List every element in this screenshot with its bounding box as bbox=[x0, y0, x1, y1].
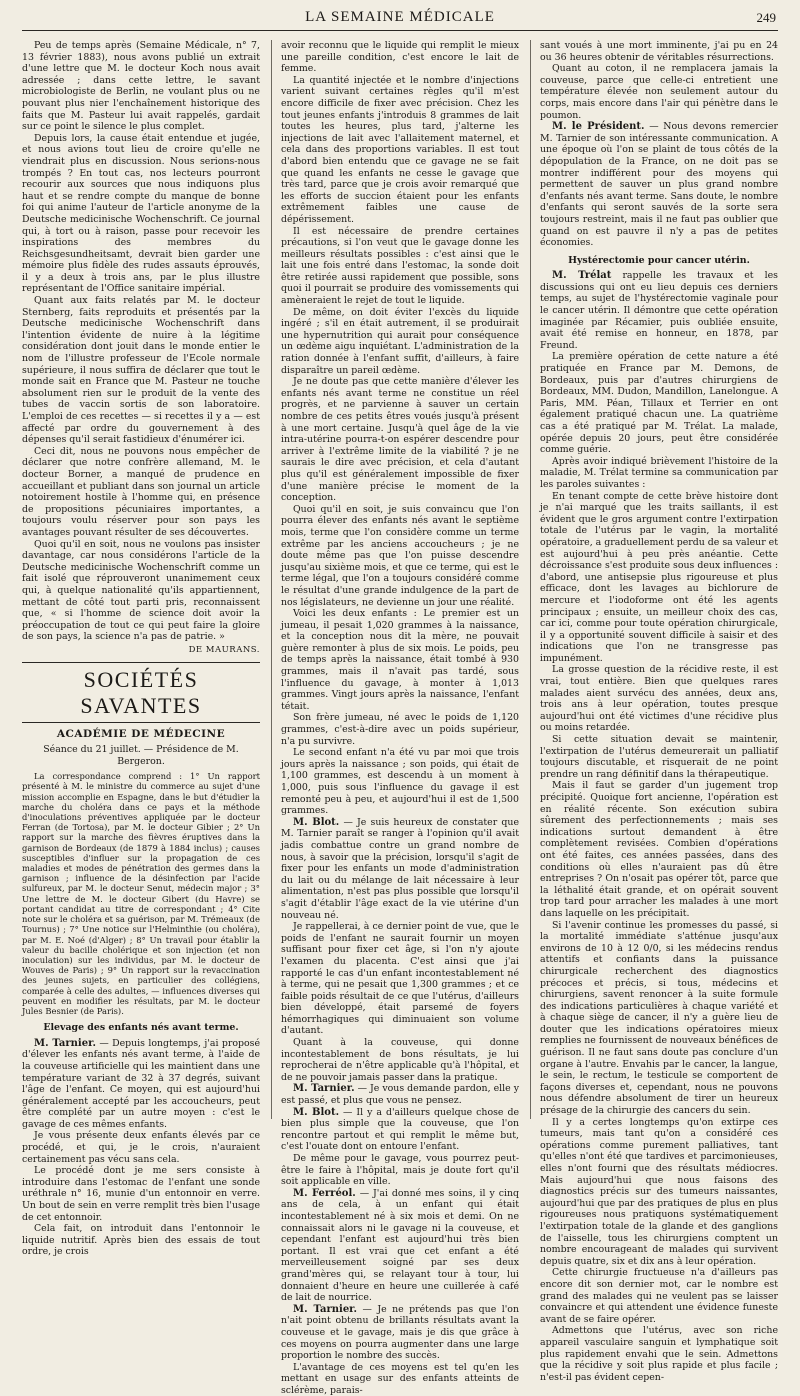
paragraph: Je vous présente deux enfants élevés par ce procédé, et qui, je le crois, n'auraient certainement pas vécu sans cela. bbox=[22, 1130, 260, 1165]
correspondance-paragraph: La correspondance comprend : 1° Un rapport présenté à M. le ministre du commerce au sujet d'une mission accomplie en Espagne, dans le but d'étudier la marche du choléra dans ce pays et la méthode d'inoculations préventives appliquée par le docteur Ferran (de Tortosa), par M. le docteur Gibier ; 2° Un rapport sur la marche des fièvres éruptives dans la garnison de Bordeaux (de 1879 à 1884 inclus) ; causes susceptibles d'influer sur la propagation de ces maladies et modes de pénétration des germes dans la garnison ; influence de la désinfection par l'acide sulfureux, par M. le docteur Senut, médecin major ; 3° Une lettre de M. le docteur Gibert (du Havre) se portant candidat au titre de correspondant ; 4° Cite note sur le choléra et sa guérison, par M. Trémeaux (de Tournus) ; 7° Une notice sur l'Helminthie (ou choléra), par M. E. Noé (d'Alger) ; 8° Un travail pour établir la valeur du bacille cholérique et son injection (et non inoculation) sur les individus, par M. le docteur de Wouves de Paris) ; 9° Un rapport sur la revaccination des jeunes sujets, en particulier des collégiens, comparée à celle des adultes, — influences diverses qui peuvent en modifier les résultats, par M. le docteur Jules Besnier (de Paris). bbox=[22, 771, 260, 1016]
paragraph: Ceci dit, nous ne pouvons nous empêcher de déclarer que notre confrère allemand, M. le docteur Borner, a manqué de prudence en accueillant et publiant dans son journal un article notoirement hostile à l'homme qui, en présence de propositions pécuniaires importantes, a toujours voulu réserver pour son pays les avantages pouvant résulter de ses découvertes. bbox=[22, 445, 260, 538]
paragraph: Cela fait, on introduit dans l'entonnoir le liquide nutritif. Après bien des essais de tout ordre, je crois bbox=[22, 1223, 260, 1258]
paragraph: Depuis lors, la cause était entendue et jugée, et nous avions tout lieu de croire qu'elle ne viendrait plus en discussion. Nous serions-nous trompés ? En tout cas, nos lecteurs pourront recourir aux sources que nous indiquons plus haut et se rendre compte du manque de bonne foi qui anime l'auteur de l'article anonyme de la Deutsche medicinische Wochenschrift. Ce journal qui, à tort ou à raison, passe pour recevoir les inspirations des membres du Reichsgesundheitsamt, devrait bien garder une mémoire plus fidèle des rudes assauts éprouvés, il y a deux à trois ans, par le plus illustre représentant de l'Office sanitaire impérial. bbox=[22, 132, 260, 295]
speech-paragraph bbox=[540, 121, 778, 249]
paragraph: Je rappellerai, à ce dernier point de vue, que le poids de l'enfant ne saurait fournir un moyen suffisant pour fixer cet âge, si l'on n'y ajoute l'examen du placenta. C'est ainsi que j'ai rapporté le cas d'un enfant incontestablement né à terme, qui ne pesait que 1,300 grammes ; et ce faible poids résultait de ce que l'utérus, d'ailleurs bien développé, était parsemé de foyers hémorrhagiques qui diminuaient son volume d'autant. bbox=[281, 921, 519, 1037]
elevage-heading: Elevage des enfants nés avant terme. bbox=[43, 1022, 239, 1034]
paragraph: Admettons que l'utérus, avec son riche appareil vasculaire sanguin et lymphatique soit plus rapidement envahi que le sein. Admettons que la récidive y soit plus rapide et plus facile ; n'est-il pas évident cepen- bbox=[540, 1325, 778, 1383]
speech-text: — J'ai donné mes soins, il y cinq ans de cela, à un enfant qui était incontestablement né à six mois et demi. On ne connaissait alors ni le gavage ni la couveuse, et cependant l'enfant est aujourd'hui très bien portant. Il est vrai que cet enfant a été merveilleusement soigné par ses deux grand'mères qui, se relayant tour à tour, lui donnaient d'heure en heure une cuillerée à café de lait de nourrice. bbox=[281, 1187, 519, 1304]
speech-paragraph bbox=[281, 1083, 519, 1106]
column-divider bbox=[271, 40, 272, 1119]
speech-paragraph bbox=[281, 1304, 519, 1362]
section-title: SOCIÉTÉS SAVANTES bbox=[80, 667, 202, 719]
paragraph: Quoi qu'il en soit, nous ne voulons pas insister davantage, car nous considérons l'article de la Deutsche medicinische Wochenschrift comme un fait isolé que réprouveront unanimement ceux qui, à quelque nationalité qu'ils appartiennent, mettant de côté tout parti pris, reconnaissent que, « si l'homme de science doit avoir la préoccupation de tout ce qui peut faire la gloire de son pays, la science n'a pas de patrie. » bbox=[22, 538, 260, 643]
column-divider bbox=[530, 40, 531, 1119]
speech-text: — Nous devons remercier M. Tarnier de son intéressante communication. A une époque où l'on se plaint de tous côtés de la dépopulation de la France, on ne doit pas se montrer indifférent pour des moyens qui permettent de sauver un plus grand nombre d'enfants nés avant terme. Sans doute, le nombre d'enfants qui seront sauvés de la sorte sera toujours restreint, mais il ne faut pas oublier que quand on est pauvre il n'y a pas de petites économies. bbox=[540, 121, 778, 249]
speech-text: — Je suis heureux de constater que M. Tarnier paraît se ranger à l'opinion qu'il avait jadis combattue contre un grand nombre de nous, à savoir que la précision, lorsqu'il s'agit de fixer pour les enfants un mode d'administration du lait ou du mélange de lait nécessaire à leur alimentation, n'est pas plus possible que lorsqu'il s'agit d'établir l'âge exact de la vie utérine d'un nouveau né. bbox=[281, 816, 519, 921]
seance-line: Séance du 21 juillet. — Présidence de M. Bergeron. bbox=[43, 744, 239, 767]
paragraph: Quoi qu'il en soit, je suis convaincu que l'on pourra élever des enfants nés avant le septième mois, terme que l'on considère comme un terme extrême par les anciens accoucheurs ; je ne doute même pas que l'on puisse descendre jusqu'au sixième mois, et que ce terme, qui est le terme légal, que l'on a toujours considéré comme le résultat d'une grande indulgence de la part de nos législateurs, ne devienne un jour une réalité. bbox=[281, 503, 519, 608]
paragraph: Quant à la couveuse, qui donne incontestablement de bons résultats, je lui reprocherai de n'être applicable qu'à l'hôpital, et de ne pouvoir jamais passer dans la pratique. bbox=[281, 1037, 519, 1083]
paragraph: Le procédé dont je me sers consiste à introduire dans l'estomac de l'enfant une sonde uréthrale n° 16, munie d'un entonnoir en verre. Un bout de sein en verre remplit très bien l'usage de cet entonnoir. bbox=[22, 1165, 260, 1223]
paragraph: Son frère jumeau, né avec le poids de 1,120 grammes, c'est-à-dire avec un poids supérieur, n'a pu survivre. bbox=[281, 712, 519, 747]
speaker-name: M. Trélat bbox=[552, 270, 612, 282]
paragraph: La grosse question de la récidive reste, il est vrai, tout entière. Bien que quelques rares malades aient survécu des années, deux ans, trois ans à leur opération, toutes presque aujourd'hui ont été victimes d'une récidive plus ou moins retardée. bbox=[540, 664, 778, 734]
paragraph: Si cette situation devait se maintenir, l'extirpation de l'utérus demeurerait un palliatif toujours discutable, et risquerait de ne point prendre un rang définitif dans la thérapeutique. bbox=[540, 734, 778, 780]
speech-text: — Je vous demande pardon, elle y est passé, et plus que vous ne pensez. bbox=[281, 1083, 519, 1107]
speech-text: — Je ne prétends pas que l'on n'ait point obtenu de brillants résultats avant la couveuse et le gavage, mais je dis que grâce à ces moyens on pourra augmenter dans une large proportion le nombre des succès. bbox=[281, 1303, 519, 1362]
section-rule bbox=[22, 662, 260, 663]
paragraph: Cette chirurgie fructueuse n'a d'ailleurs pas encore dit son dernier mot, car le nombre est grand des malades qui ne veulent pas se laisser convaincre et qui attendent une évidence funeste avant de se faire opérer. bbox=[540, 1267, 778, 1325]
speaker-name: M. Tarnier. bbox=[293, 1083, 355, 1095]
paragraph: Il y a certes longtemps qu'on extirpe ces tumeurs, mais tant qu'on a considéré ces opérations comme purement palliatives, tant qu'elles n'ont été que tardives et parcimonieuses, elles n'ont fourni que des résultats médiocres. Mais aujourd'hui que nous faisons des diagnostics précis sur des tumeurs naissantes, aujourd'hui que par des pratiques de plus en plus rigoureuses nous pratiquons systématiquement l'extirpation totale de la glande et des ganglions de l'aisselle, tous les chirurgiens comptent un nombre encourageant de malades qui survivent depuis quatre, six et dix ans à leur opération. bbox=[540, 1116, 778, 1267]
paragraph: Voici les deux enfants : Le premier est un jumeau, il pesait 1,020 grammes à la naissance, et la conception nous dit la mère, ne pouvait guère remonter à plus de six mois. Le poids, peu de temps après la naissance, était tombé à 930 grammes, mais il n'avait pas tardé, sous l'influence du gavage, à monter à 1,013 grammes. Vingt jours après la naissance, l'enfant tétait. bbox=[281, 608, 519, 712]
hysterectomie-heading: Hystérectomie pour cancer utérin. bbox=[568, 254, 750, 266]
paragraph: Le second enfant n'a été vu par moi que trois jours après la naissance ; son poids, qui était de 1,100 grammes, est descendu à un moment à 1,000, puis sous l'influence du gavage il est remonté peu à peu, et aujourd'hui il est de 1,500 grammes. bbox=[281, 747, 519, 817]
paragraph: La quantité injectée et le nombre d'injections varient suivant certaines règles qu'il m'est encore difficile de fixer avec précision. Chez les tout jeunes enfants j'introduis 8 grammes de lait toutes les heures, plus tard, j'alterne les injections de lait avec l'allaitement maternel, et cela dans des proportions variables. Il est tout d'abord bien entendu que ce gavage ne se fait que quand les enfants ne cesse le gavage que très tard, parce que je crois avoir remarqué que les efforts de succion étaient pour les enfants extrêmement faibles une cause de dépérissement. bbox=[281, 74, 519, 225]
paragraph: Mais il faut se garder d'un jugement trop précipité. Quoique fort ancienne, l'opération est en réalité récente. Son exécution subira sûrement des perfectionnements ; mais ses indications surtout demandent à être complètement revisées. Combien d'opérations ont été faites, ces années passées, dans des conditions où elles n'auraient pas dû être entreprises ? On n'osait pas opérer tôt, parce que la léthalité était grande, et on opérait souvent trop tard pour arracher les malades à une mort dans laquelle on les précipitait. bbox=[540, 780, 778, 919]
speech-text: — Depuis longtemps, j'ai proposé d'élever les enfants nés avant terme, à l'aide de la couveuse artificielle qui les maintient dans une température variant de 32 à 37 degrés, suivant l'âge de l'enfant. Ce moyen, qui est aujourd'hui généralement accepté par les accoucheurs, peut être complété par un autre moyen : c'est le gavage de ces mêmes enfants. bbox=[22, 1037, 261, 1130]
paragraph: L'avantage de ces moyens est tel qu'en les mettant en usage sur des enfants atteints de sclérème, parais- bbox=[281, 1361, 519, 1396]
section-rule bbox=[22, 722, 260, 723]
column-3 bbox=[540, 40, 778, 1383]
paragraph: Quant au coton, il ne remplacera jamais la couveuse, parce que celle-ci entretient une température élevée non seulement autour du corps, mais encore dans l'air qui pénètre dans le poumon. bbox=[540, 63, 778, 121]
paragraph: En tenant compte de cette brève histoire dont je n'ai marqué que les traits saillants, il est évident que le gros argument contre l'extirpation totale de l'utérus par le vagin, la mortalité opératoire, a graduellement perdu de sa valeur et est aujourd'hui à peu près anéantie. Cette décroissance s'est produite sous deux influences : d'abord, une antisepsie plus rigoureuse et plus efficace, dont les lavages au bichlorure de mercure et l'iodoforme ont été les agents principaux ; ensuite, un meilleur choix des cas, car ici, comme pour toute opération chirurgicale, il y a opportunité souvent difficile à saisir et des indications que l'on ne transgresse pas impunément. bbox=[540, 490, 778, 664]
speech-paragraph bbox=[281, 817, 519, 921]
speaker-name: M. le Président. bbox=[552, 121, 645, 133]
paragraph: Il est nécessaire de prendre certaines précautions, si l'on veut que le gavage donne les meilleurs résultats possibles : c'est ainsi que le lait une fois entré dans l'estomac, la sonde doit être retirée aussi rapidement que possible, sons quoi il pourrait se produire des vomissements qui amèneraient le rejet de tout le liquide. bbox=[281, 225, 519, 307]
speaker-name: M. Blot. bbox=[293, 816, 340, 828]
paragraph: sant voués à une mort imminente, j'ai pu en 24 ou 36 heures obtenir de véritables résurrections. bbox=[540, 40, 778, 63]
speaker-name: M. Blot. bbox=[293, 1106, 340, 1118]
paragraph: avoir reconnu que le liquide qui remplit le mieux une pareille condition, c'est encore le lait de femme. bbox=[281, 40, 519, 75]
speaker-name: M. Tarnier. bbox=[34, 1037, 96, 1049]
author-signature: DE MAURANS. bbox=[188, 644, 260, 655]
article-columns bbox=[22, 40, 778, 1396]
page-number: 249 bbox=[756, 10, 776, 25]
speech-paragraph bbox=[281, 1188, 519, 1304]
journal-title: LA SEMAINE MÉDICALE bbox=[305, 9, 495, 25]
paragraph: De même, on doit éviter l'excès du liquide ingéré ; s'il en était autrement, il se produirait une hypernutrition qui aurait pour conséquence un œdème aigu inquiétant. L'administration de la ration donnée à l'enfant suffit, d'ailleurs, à faire disparaître un pareil œdème. bbox=[281, 306, 519, 376]
column-1 bbox=[22, 40, 261, 1258]
speech-paragraph bbox=[281, 1107, 519, 1153]
academie-heading: ACADÉMIE DE MÉDECINE bbox=[56, 728, 226, 741]
paragraph: Quant aux faits relatés par M. le docteur Sternberg, faits reproduits et présentés par la Deutsche medicinische Wochenschrift dans l'intention évidente de nuire à la légitime considération dont jouit dans le monde entier le nom de l'illustre professeur de l'Ecole normale supérieure, il nous suffira de déclarer que tout le monde sait en France que M. Pasteur ne touche absolument rien sur le produit de la vente des tubes de vaccin sortis de son laboratoire. L'emploi de ces recettes — si recettes il y a — est affecté par ordre du gouvernement à des dépenses qu'il serait fastidieux d'énumérer ici. bbox=[22, 295, 260, 446]
paragraph: Si l'avenir continue les promesses du passé, si la mortalité immédiate s'atténue jusqu'aux environs de 10 à 12 0/0, si les médecins rendus attentifs et confiants dans la puissance chirurgicale recherchent des diagnostics précoces et précis, si tous, médecins et chirurgiens, savent renoncer à la suite formule des indications particulières à chaque variété et à chaque siège de cancer, il n'y a guère lieu de douter que les indications opératoires mieux remplies ne fournissent de nouveaux bénéfices de guérison. Il ne faut sans doute pas conclure d'un organe à l'autre. Envahis par le cancer, la langue, le sein, le rectum, le testicule se comportent de façons diverses et, cependant, nous ne pouvons nous défendre absolument de tirer un heureux présage de la chirurgie des cancers du sein. bbox=[540, 919, 778, 1117]
paragraph: Peu de temps après (Semaine Médicale, n° 7, 13 février 1883), nous avons publié un extrait d'une lettre que M. le docteur Koch nous avait adressée ; dans cette lettre, le savant microbiologiste de Berlin, ne voulant plus ou ne pouvant plus nier l'enchaînement historique des faits que M. Pasteur lui avait rappelés, gardait sur ce point le silence le plus complet. bbox=[22, 40, 260, 133]
speech-text: — Il y a d'ailleurs quelque chose de bien plus simple que la couveuse, que l'on rencontre partout et qui remplit le même but, c'est l'ouate dont on entoure l'enfant. bbox=[281, 1106, 519, 1153]
speech-paragraph bbox=[540, 270, 778, 351]
page-header bbox=[22, 6, 778, 31]
paragraph: De même pour le gavage, vous pourrez peut-être le faire à l'hôpital, mais je doute fort qu'il soit applicable en ville. bbox=[281, 1153, 519, 1188]
paragraph: La première opération de cette nature a été pratiquée en France par M. Demons, de Bordeaux, puis par d'autres chirurgiens de Bordeaux, MM. Dudon, Mandillon, Lanelongue. A Paris, MM. Péan, Tillaux et Terrier en ont également pratiqué chacun une. La quatrième cas a été pratiqué par M. Trélat. La malade, opérée depuis 20 jours, peut être considérée comme guérie. bbox=[540, 351, 778, 456]
speech-paragraph bbox=[22, 1038, 260, 1131]
speaker-name: M. Ferréol. bbox=[293, 1187, 356, 1199]
paragraph: Je ne doute pas que cette manière d'élever les enfants nés avant terme ne constitue un réel progrès, et ne parvienne à sauver un certain nombre de ces petits êtres voués jusqu'à présent à une mort certaine. Jusqu'à quel âge de la vie intra-utérine pourra-t-on espérer descendre pour arriver à l'extrême limite de la viabilité ? je ne saurais le dire avec précision, et cela d'autant plus qu'il est généralement impossible de fixer d'une manière précise le moment de la conception. bbox=[281, 376, 519, 504]
paragraph: Après avoir indiqué brièvement l'histoire de la maladie, M. Trélat termine sa communication par les paroles suivantes : bbox=[540, 455, 778, 490]
column-2 bbox=[281, 40, 519, 1396]
speech-text: rappelle les travaux et les discussions qui ont eu lieu depuis ces derniers temps, au sujet de l'hystérectomie vaginale pour le cancer utérin. Il démontre que cette opération imaginée par Récamier, puis oubliée ensuite, avait été remise en honneur, en 1878, par Freund. bbox=[540, 270, 778, 351]
speaker-name: M. Tarnier. bbox=[293, 1303, 358, 1315]
